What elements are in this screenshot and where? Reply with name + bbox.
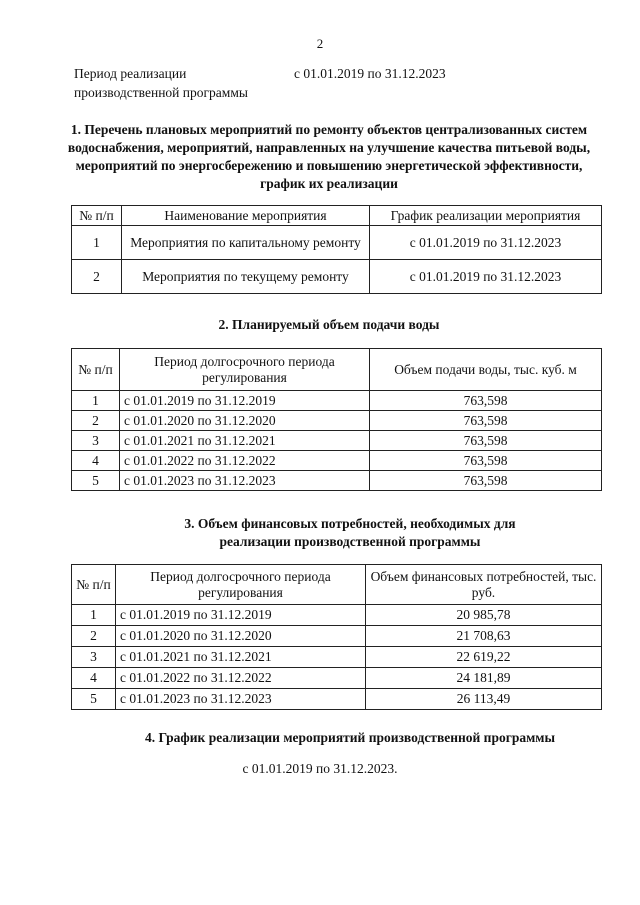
period-label: Период реализации xyxy=(74,66,187,81)
table-row xyxy=(72,668,602,689)
row-value: 763,598 xyxy=(370,471,602,491)
row-period: с 01.01.2019 по 31.12.2019 xyxy=(120,391,370,411)
row-value: 26 113,49 xyxy=(366,689,602,710)
row-value: 763,598 xyxy=(370,391,602,411)
table-row xyxy=(72,431,602,451)
table-row xyxy=(72,605,602,626)
row-value: 24 181,89 xyxy=(366,668,602,689)
row-number: 3 xyxy=(72,647,116,668)
row-schedule: с 01.01.2019 по 31.12.2023 xyxy=(370,226,602,260)
table-row xyxy=(72,451,602,471)
row-number: 1 xyxy=(72,226,122,260)
section2-table xyxy=(71,348,602,491)
table-row xyxy=(72,689,602,710)
row-value: 21 708,63 xyxy=(366,626,602,647)
table-row xyxy=(72,647,602,668)
period-value: с 01.01.2019 по 31.12.2023 xyxy=(294,66,446,81)
table-row xyxy=(72,411,602,431)
row-number: 1 xyxy=(72,605,116,626)
row-schedule: с 01.01.2019 по 31.12.2023 xyxy=(370,260,602,294)
row-period: с 01.01.2020 по 31.12.2020 xyxy=(120,411,370,431)
table-header-row xyxy=(72,206,602,226)
row-period: с 01.01.2020 по 31.12.2020 xyxy=(116,626,366,647)
row-value: 763,598 xyxy=(370,411,602,431)
row-period: с 01.01.2023 по 31.12.2023 xyxy=(116,689,366,710)
page-number: 2 xyxy=(316,36,324,51)
row-name: Мероприятия по текущему ремонту xyxy=(122,260,370,294)
table-row xyxy=(72,226,602,260)
row-period: с 01.01.2022 по 31.12.2022 xyxy=(120,451,370,471)
row-name: Мероприятия по капитальному ремонту xyxy=(122,226,370,260)
row-number: 2 xyxy=(72,411,120,431)
row-number: 5 xyxy=(72,689,116,710)
section4-title: 4. График реализации мероприятий производственной программы xyxy=(144,730,556,745)
table-header-row xyxy=(72,349,602,391)
table-row xyxy=(72,471,602,491)
section3-title: 3. Объем финансовых потребностей, необходимых для реализации производственной программы xyxy=(184,516,516,549)
header-volume: Объем подачи воды, тыс. куб. м xyxy=(370,349,602,391)
row-value: 763,598 xyxy=(370,431,602,451)
period-block xyxy=(74,64,594,102)
row-number: 3 xyxy=(72,431,120,451)
row-value: 763,598 xyxy=(370,451,602,471)
row-number: 4 xyxy=(72,451,120,471)
header-period: Период долгосрочного периода регулирования xyxy=(120,349,370,391)
header-number: № п/п xyxy=(72,206,122,226)
header-schedule: График реализации мероприятия xyxy=(370,206,602,226)
section3-table xyxy=(71,564,602,710)
header-finance: Объем финансовых потребностей, тыс. руб. xyxy=(366,565,602,605)
row-period: с 01.01.2019 по 31.12.2019 xyxy=(116,605,366,626)
row-value: 22 619,22 xyxy=(366,647,602,668)
row-value: 20 985,78 xyxy=(366,605,602,626)
row-number: 2 xyxy=(72,260,122,294)
section4-text: с 01.01.2019 по 31.12.2023. xyxy=(242,761,398,776)
table-row xyxy=(72,391,602,411)
header-name: Наименование мероприятия xyxy=(122,206,370,226)
row-period: с 01.01.2022 по 31.12.2022 xyxy=(116,668,366,689)
header-period: Период долгосрочного периода регулирования xyxy=(116,565,366,605)
header-number: № п/п xyxy=(72,565,116,605)
section2-title: 2. Планируемый объем подачи воды xyxy=(218,317,440,332)
header-number: № п/п xyxy=(72,349,120,391)
row-number: 4 xyxy=(72,668,116,689)
table-row xyxy=(72,626,602,647)
table-header-row xyxy=(72,565,602,605)
table-row xyxy=(72,260,602,294)
row-period: с 01.01.2021 по 31.12.2021 xyxy=(120,431,370,451)
row-number: 5 xyxy=(72,471,120,491)
row-period: с 01.01.2021 по 31.12.2021 xyxy=(116,647,366,668)
row-number: 2 xyxy=(72,626,116,647)
period-label-line2: производственной программы xyxy=(74,85,248,100)
row-number: 1 xyxy=(72,391,120,411)
row-period: с 01.01.2023 по 31.12.2023 xyxy=(120,471,370,491)
section1-table xyxy=(71,205,602,294)
section1-title: 1. Перечень плановых мероприятий по ремонту объектов централизованных систем водоснабжения, мероприятий, направленных на улучшение качества питьевой воды, мероприятий по энергосбережению и повышению энергетической эффективности, график их реализации xyxy=(67,122,591,191)
